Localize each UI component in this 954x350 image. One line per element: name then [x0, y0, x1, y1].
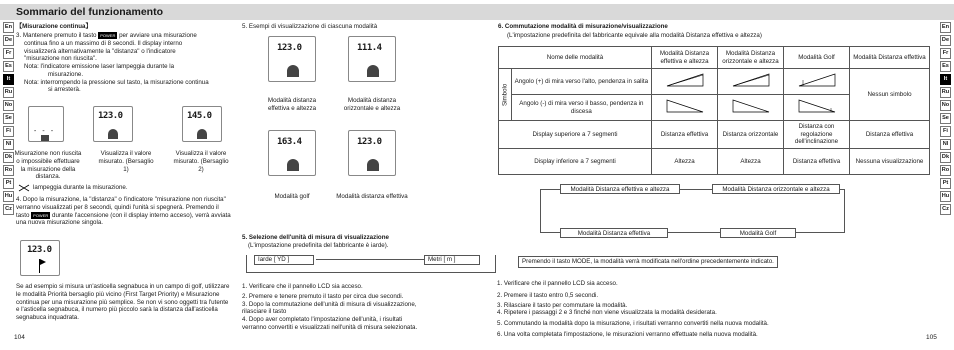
language-tab-fr: Fr — [3, 48, 14, 59]
language-tab-ro: Ro — [940, 165, 951, 176]
caption-target2: Visualizza il valore misurato. (Bersaglio 2) — [173, 150, 229, 173]
language-tab-ro: Ro — [3, 165, 14, 176]
language-tab-fi: Fi — [3, 126, 14, 137]
lcd-golf-flag: 123.0 — [20, 240, 60, 276]
language-tab-it: It — [3, 74, 14, 85]
language-tab-hu: Hu — [940, 191, 951, 202]
mode-caption-1: Modalità distanza effettiva e altezza — [267, 97, 317, 112]
caption-target1: Visualizza il valore misurato. (Bersaglio 1) — [98, 150, 154, 173]
power-button-icon-2: POWER — [33, 212, 49, 218]
page-number-left: 104 — [14, 334, 25, 341]
lcd-mode-2: 111.4 — [348, 36, 396, 82]
symbol-down-3 — [784, 95, 850, 121]
language-tab-ru: Ru — [3, 87, 14, 98]
mode-switch-subtitle: (L'impostazione predefinita del fabbricante equivale alla modalità Distanza effettiva e altezza) — [507, 32, 762, 39]
mode-caption-3: Modalità golf — [274, 193, 310, 200]
language-tab-de: De — [3, 35, 14, 46]
language-tabs-right — [940, 22, 951, 215]
language-tab-hu: Hu — [3, 191, 14, 202]
language-tab-it: It — [940, 74, 951, 85]
lcd-target1: 123.0 — [93, 106, 133, 142]
symbol-up-1 — [652, 69, 718, 95]
language-tab-no: No — [3, 100, 14, 111]
language-tab-en: En — [940, 22, 951, 33]
language-tab-pt: Pt — [940, 178, 951, 189]
language-tab-se: Se — [940, 113, 951, 124]
step4-text: 4. Dopo la misurazione, la "distanza" o l'indicatore "misurazione non riuscita" verranno visualizzati per 8 secondi, quindi l'unità si spegnerà. Premendo il tasto POWER durante l'accensione (con il display interno acceso), verrà avviata una nuova misurazione singola. — [16, 196, 231, 227]
language-tab-ru: Ru — [940, 87, 951, 98]
language-tab-en: En — [3, 22, 14, 33]
golf-flag-text: Se ad esempio si misura un'asticella segnabuca in un campo di golf, utilizzare le modalità Priorità bersaglio più vicino (First Target Priority) e Misurazione continua per una misurazione più semplice. Se non vi sono oggetti tra l'utente e l'asticella segnabuca, il numero più piccolo sarà la distanza dall'asticella segnabuca inquadrata. — [16, 283, 230, 321]
unit-steps: 1. Verificare che il pannello LCD sia acceso. 2. Premere e tenere premuto il tasto per circa due secondi. 3. Dopo la commutazione dell'unità di misura di visualizzazione, rilasciare il tasto 4. Dopo aver completato l'impostazione dell'unità, i risultati verranno convertiti e visualizzati nell'unità di misura selezionata. — [242, 283, 418, 331]
language-tabs-left — [3, 22, 14, 215]
lcd-mode-3: 163.4 — [268, 130, 316, 176]
blink-note: lampeggia durante la misurazione. — [18, 184, 128, 192]
language-tab-dk: Dk — [940, 152, 951, 163]
laser-blink-icon — [18, 184, 30, 192]
mode-caption-4: Modalità distanza effettiva — [336, 193, 408, 200]
language-tab-se: Se — [3, 113, 14, 124]
language-tab-es: Es — [3, 61, 14, 72]
mode-steps: 1. Verificare che il pannello LCD sia acceso. 2. Premere il tasto entro 0,5 secondi. 3. Rilasciare il tasto per commutare la modalità. 4. Ripetere i passaggi 2 e 3 finché non viene visualizzata la modalità desiderata. 5. Commutando la modalità dopo la misurazione, i risultati verranno convertiti nella nuova modalità. 6. Una volta completata l'impostazione, le misurazioni verranno effettuate nella nuova modalità. — [497, 280, 769, 338]
section-title: 【Misurazione continua】 — [16, 23, 92, 30]
symbol-up-3 — [784, 69, 850, 95]
step5-title: 5. Esempi di visualizzazione di ciascuna modalità — [242, 23, 378, 30]
lcd-target2: 145.0 — [182, 106, 222, 142]
unit-diagram — [246, 255, 496, 275]
flow-box-3: Modalità Golf — [720, 228, 796, 238]
language-tab-de: De — [940, 35, 951, 46]
flow-box-4: Modalità Distanza effettiva — [560, 228, 668, 238]
symbol-down-1 — [652, 95, 718, 121]
page-number-right: 105 — [926, 334, 937, 341]
unit-subtitle: (L'impostazione predefinita del fabbricante è iarde). — [248, 242, 389, 249]
language-tab-cz: Cz — [940, 204, 951, 215]
unit-meter-box: Metri [ m ] — [424, 255, 480, 265]
page-title: Sommario del funzionamento — [16, 6, 164, 18]
lcd-mode-4: 123.0 — [348, 130, 396, 176]
language-tab-cz: Cz — [3, 204, 14, 215]
power-button-icon: POWER — [100, 33, 116, 38]
unit-yard-box: Iarde [ YD ] — [254, 255, 314, 265]
flow-box-2: Modalità Distanza orizzontale e altezza — [712, 184, 840, 194]
mode-table: Nome delle modalità Modalità Distanza effettiva e altezza Modalità Distanza orizzontale e altezza Modalità Golf Modalità Distanza effettiva Simbolo Angolo (+) di mira verso l'alto, pendenza in salita Nessun simbolo Angolo (-) di mira verso il basso, pendenza in discesa Display superiore a 7 segmenti Distanza effettiva Distanza orizzontale Distanza con regolazione dell'inclinazione Distanza effettiva Display inferiore a 7 segmenti Altezza Altezza Distanza effettiva Nessuna visualizzazione — [498, 46, 930, 175]
caption-failed: Misurazione non riuscita o impossibile effettuare la misurazione della distanza. — [14, 150, 82, 181]
symbol-up-2 — [718, 69, 784, 95]
lcd-mode-1: 123.0 — [268, 36, 316, 82]
language-tab-pt: Pt — [3, 178, 14, 189]
mode-note: Premendo il tasto MODE, la modalità verrà modificata nell'ordine precedentemente indicato. — [518, 256, 778, 268]
unit-title: 5. Selezione dell'unità di misura di visualizzazione — [242, 234, 389, 241]
language-tab-fi: Fi — [940, 126, 951, 137]
step3-text: 3. Mantenere premuto il tasto POWER per avviare una misurazione continua fino a un massimo di 8 secondi. Il display interno visualizzerà alternativamente la "distanza" o l'indicatore "misurazione non riuscita". Nota: l'indicatore emissione laser lampeggia durante la misurazione. Nota: interrompendo la pressione sul tasto, la misurazione continua si arresterà. — [16, 32, 209, 94]
flow-box-1: Modalità Distanza effettiva e altezza — [560, 184, 680, 194]
lcd-failed: - - - — [28, 106, 64, 142]
mode-flow-diagram — [540, 184, 845, 239]
language-tab-es: Es — [940, 61, 951, 72]
language-tab-nl: Nl — [940, 139, 951, 150]
mode-switch-title: 6. Commutazione modalità di misurazione/visualizzazione — [498, 23, 668, 30]
mode-caption-2: Modalità distanza orizzontale e altezza — [343, 97, 401, 112]
symbol-down-2 — [718, 95, 784, 121]
language-tab-fr: Fr — [940, 48, 951, 59]
language-tab-dk: Dk — [3, 152, 14, 163]
language-tab-no: No — [940, 100, 951, 111]
language-tab-nl: Nl — [3, 139, 14, 150]
